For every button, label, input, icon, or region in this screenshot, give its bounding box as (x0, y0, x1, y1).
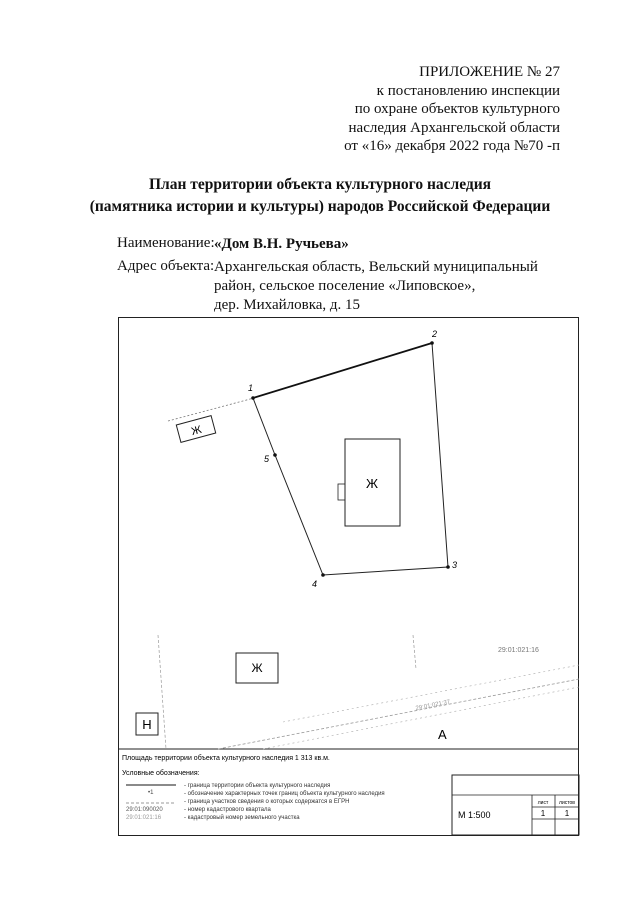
territory-boundary (253, 343, 448, 575)
sheet-header: лист (537, 800, 549, 806)
parcel-boundary-vertical (158, 635, 166, 749)
road-cadastral-label: 29:01:021:37 (415, 699, 451, 712)
parcel-boundary-bottom-2 (263, 687, 579, 749)
appendix-title: ПРИЛОЖЕНИЕ № 27 (419, 64, 560, 80)
main-building-porch (338, 484, 345, 500)
legend-sample-point: •1 (148, 790, 154, 796)
appendix-block (344, 63, 560, 156)
point-5-marker (273, 453, 277, 457)
sheets-header: листов (559, 800, 575, 806)
point-1-marker (251, 396, 255, 400)
sheets-total: 1 (564, 809, 570, 818)
appendix-line-3: наследия Архангельской области (348, 119, 560, 136)
appendix-line-1: к постановлению инспекции (376, 82, 560, 99)
area-text: Площадь территории объекта культурного наследия 1 313 кв.м. (122, 755, 330, 762)
point-2-label: 2 (432, 329, 438, 339)
address-line-1: Архангельская область, Вельский муниципальный (214, 259, 538, 275)
left-building-label: Ж (190, 423, 203, 439)
point-2-marker (430, 341, 434, 345)
main-building-label: Ж (365, 476, 379, 491)
address-label: Адрес объекта: (117, 258, 215, 274)
address-line-3: дер. Михайловка, д. 15 (214, 297, 361, 313)
bottom-building-label: Ж (251, 661, 263, 675)
road-edge-line (283, 665, 579, 722)
legend-text-points: - обозначение характерных точек границ объекта культурного наследия (184, 791, 385, 797)
point-1-label: 1 (248, 383, 254, 393)
legend-text-cadastral: - кадастровый номер земельного участка (184, 815, 300, 821)
legend-text-parcel: - граница участков сведения о которых содержатся в ЕГРН (184, 799, 350, 805)
left-building (176, 416, 215, 443)
parcel-boundary-left (168, 398, 254, 421)
appendix-line-2: по охране объектов культурного (354, 101, 560, 117)
title-line-1: План территории объекта культурного наследия (148, 176, 492, 193)
parcel-boundary-small (413, 635, 416, 669)
name-value: «Дом В.Н. Ручьева» (214, 236, 349, 252)
document-title (0, 174, 640, 218)
label-n: Н (142, 717, 152, 732)
point-4-label: 4 (312, 579, 318, 589)
appendix-date: от «16» декабря 2022 года №70 -п (344, 138, 560, 154)
point-5-label: 5 (264, 454, 270, 464)
scale-label: М 1:500 (458, 810, 491, 820)
sheet-number: 1 (540, 809, 546, 818)
territory-boundary-front (253, 343, 432, 398)
legend-sample-cadastral: 29:01:021:16 (126, 815, 162, 821)
legend-sample-quarter: 29:01:090020 (126, 807, 163, 813)
parcel-boundary-bottom-1 (218, 679, 579, 749)
address-value (214, 258, 538, 315)
label-a: А (438, 727, 447, 742)
cadastral-parcel-label: 29:01:021:16 (498, 647, 539, 654)
point-3-label: 3 (452, 560, 458, 570)
point-3-marker (446, 565, 450, 569)
title-line-2: (памятника истории и культуры) народов Российской Федерации (89, 198, 551, 215)
site-plan (118, 317, 580, 837)
legend-text-quarter: - номер кадастрового квартала (184, 807, 271, 813)
point-4-marker (321, 573, 325, 577)
legend-title: Условные обозначения: (122, 770, 200, 777)
name-label: Наименование: (117, 235, 215, 251)
address-line-2: район, сельское поселение «Липовское», (214, 278, 476, 294)
legend-text-territory: - граница территории объекта культурного наследия (184, 783, 331, 789)
